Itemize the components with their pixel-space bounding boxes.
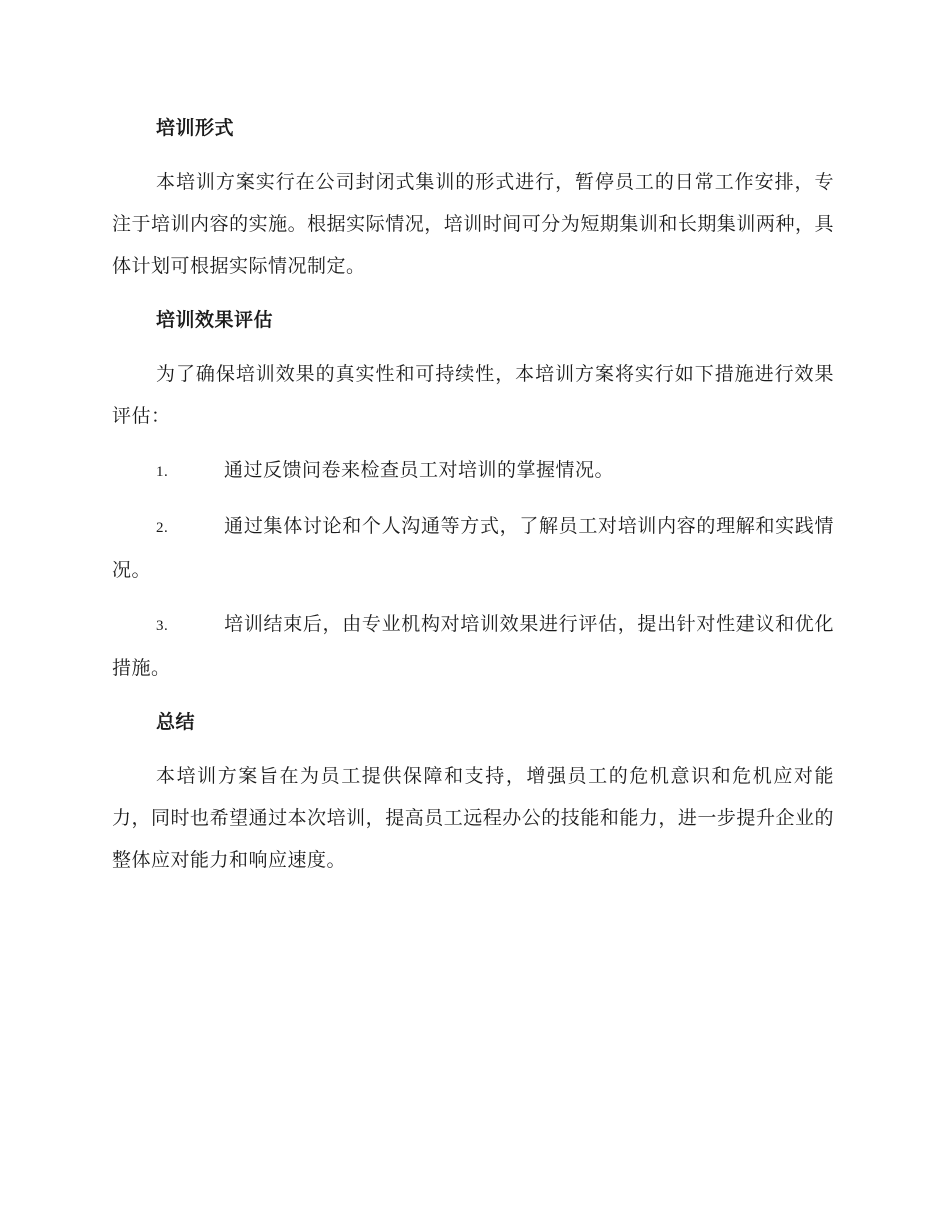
list-item-text: 培训结束后，由专业机构对培训效果进行评估，提出针对性建议和优化措施。 (112, 613, 834, 679)
list-item-number: 1. (156, 464, 169, 480)
list-item-text: 通过集体讨论和个人沟通等方式，了解员工对培训内容的理解和实践情况。 (112, 515, 834, 581)
section-heading-training-format: 培训形式 (156, 117, 235, 139)
list-item-number: 2. (156, 520, 169, 536)
list-item (112, 505, 834, 591)
list-item (112, 603, 834, 689)
list-item-text: 通过反馈问卷来检查员工对培训的掌握情况。 (224, 459, 615, 481)
document-page (112, 107, 834, 893)
section-heading-summary: 总结 (156, 711, 196, 733)
list-item-number: 3. (156, 618, 169, 634)
section-paragraph-training-format: 本培训方案实行在公司封闭式集训的形式进行，暂停员工的日常工作安排，专注于培训内容的实施。根据实际情况，培训时间可分为短期集训和长期集训两种，具体计划可根据实际情况制定。 (112, 171, 834, 277)
section-heading-training-evaluation: 培训效果评估 (156, 309, 274, 331)
section-paragraph-summary: 本培训方案旨在为员工提供保障和支持，增强员工的危机意识和危机应对能力，同时也希望通过本次培训，提高员工远程办公的技能和能力，进一步提升企业的整体应对能力和响应速度。 (112, 765, 834, 871)
section-paragraph-training-evaluation: 为了确保培训效果的真实性和可持续性，本培训方案将实行如下措施进行效果评估： (112, 363, 834, 427)
list-item (112, 449, 834, 493)
